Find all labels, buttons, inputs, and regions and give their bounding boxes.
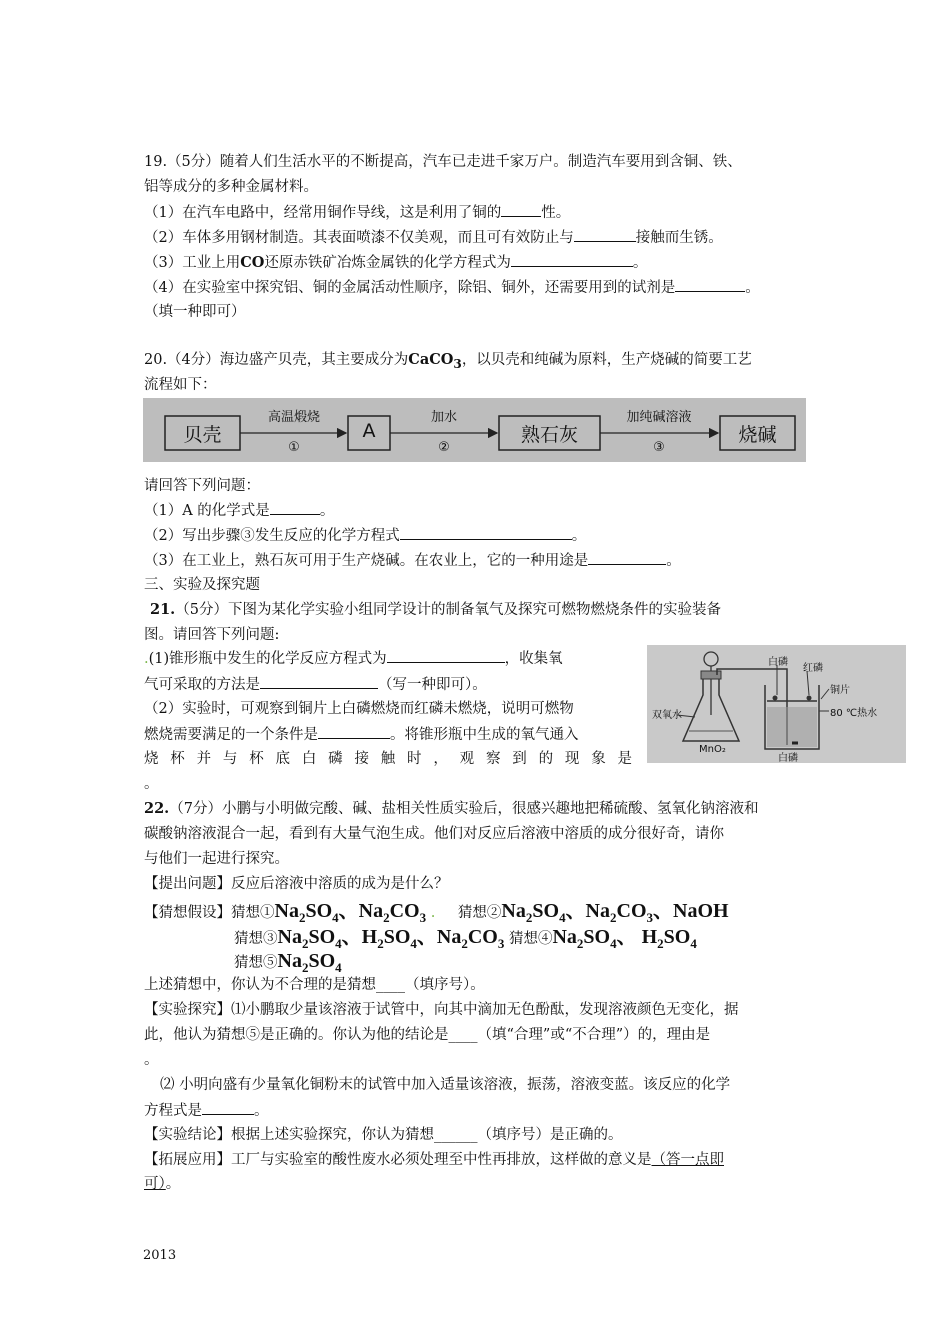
q22-line3: [144, 849, 289, 869]
q21-part2-text: （2）实验时，可观察到铜片上白磷燃烧而红磷未燃烧，说明可燃物: [144, 701, 574, 717]
q20-stem-1: 20.（4分）海边盛产贝壳，其主要成分为: [144, 352, 409, 368]
q22-explore2-cont: [144, 1100, 269, 1121]
label-hydrogen-peroxide: 双氧水: [652, 710, 682, 721]
q20-part1-text: （1）A 的化学式是: [144, 503, 270, 519]
q22-explore1-text-2: 此，他认为猜想⑤是正确的。你认为他的结论是____（填“合理”或“不合理”）的，理由是: [144, 1027, 711, 1043]
q19-part1: [144, 202, 570, 223]
flow-step3-number: ③: [653, 440, 665, 455]
flow-label-slaked-lime: 熟石灰: [520, 424, 578, 446]
answer-blank[interactable]: [501, 202, 541, 217]
label-white-phosphorus-bottom: 白磷: [778, 753, 798, 764]
flow-step2-number: ②: [438, 440, 450, 455]
q21-line1: [150, 600, 721, 620]
q20-stem-2: 流程如下：: [144, 377, 217, 393]
marker-dot: .: [426, 905, 440, 921]
q21-part2-text-4: 烧 杯 并 与 杯 底 白 磷 接 触 时 ， 观 察 到 的 现 象 是: [144, 751, 632, 767]
q22-line2: [144, 824, 724, 844]
q20-line2: [144, 375, 217, 395]
hypothesis-2-formula: $Na_2SO_4$、$Na_2CO_3$、NaOH: [501, 900, 729, 925]
q21-line2: [144, 625, 279, 645]
q22-explore1-end: [144, 1050, 159, 1070]
q21-part2-cont: [144, 724, 579, 745]
q20-line1: [144, 350, 752, 374]
q22-question-text: 【提出问题】反应后溶液中溶质的成为是什么？: [144, 876, 449, 892]
q22-number: 22.: [144, 800, 170, 817]
flow-step3-label: 加纯碱溶液: [626, 410, 692, 425]
q22-explore2: [160, 1075, 730, 1095]
label-manganese-dioxide: MnO₂: [699, 744, 726, 755]
q22-explore1: [144, 1000, 739, 1020]
answer-blank[interactable]: [270, 500, 320, 515]
answer-blank[interactable]: [588, 550, 666, 565]
answer-blank[interactable]: [260, 674, 378, 689]
q21-part2-text-3: 。将锥形瓶中生成的氧气通入: [390, 727, 579, 743]
flow-label-shell: 贝壳: [183, 424, 222, 446]
label-red-phosphorus: 红磷: [803, 663, 823, 674]
hypothesis-label-1: 【猜想假设】猜想①: [144, 905, 275, 921]
marker-dot: .: [144, 651, 149, 667]
q20-part3-text: （3）在工业上，熟石灰可用于生产烧碱。在农业上，它的一种用途是: [144, 553, 589, 569]
q19-stem-2: 铝等成分的多种金属材料。: [144, 179, 318, 195]
q19-part4-end: 。: [745, 280, 760, 296]
q21-number: 21.: [150, 601, 176, 618]
q20-part1: [144, 500, 334, 521]
answer-blank[interactable]: [511, 252, 633, 267]
q20-part2-text: （2）写出步骤③发生反应的化学方程式: [144, 528, 400, 544]
hypothesis-label-5: 猜想⑤: [234, 955, 278, 971]
section-three-title: 三、实验及探究题: [144, 577, 260, 593]
flow-step1-label: 高温煅烧: [267, 410, 320, 425]
flow-step1-number: ①: [288, 440, 300, 455]
q19-stem-1: 19.（5分）随着人们生活水平的不断提高，汽车已走进千家万户。制造汽车要用到含铜、铁、: [144, 154, 742, 170]
page-footer: 2013: [143, 1248, 177, 1263]
q19-part2: [144, 227, 723, 248]
q22-stem-3: 与他们一起进行探究。: [144, 851, 289, 867]
q19-part2-text: （2）车体多用钢材制造。其表面喷漆不仅美观，而且可有效防止与: [144, 230, 574, 246]
q22-unreasonable-text: 上述猜想中，你认为不合理的是猜想____（填序号）。: [144, 977, 485, 993]
q22-explore1-cont: [144, 1025, 710, 1045]
q22-conclusion: [144, 1125, 623, 1145]
hypothesis-label-3: 猜想③: [234, 931, 278, 947]
flow-step2-label: 加水: [430, 410, 457, 425]
q22-extension-text: 【拓展应用】工厂与实验室的酸性废水必须处理至中性再排放，这样做的意义是: [144, 1152, 652, 1168]
caco3-formula: CaCO$_3$: [408, 351, 462, 371]
q22-unreasonable: [144, 975, 485, 995]
q21-part1-cont: [144, 674, 487, 695]
q22-extension-underlined-2: 可）: [144, 1176, 166, 1192]
q20-ask: [144, 476, 260, 496]
apparatus-figure: [647, 645, 906, 763]
hypothesis-1-formula: $Na_2SO_4$、$Na_2CO_3$: [274, 900, 427, 925]
q22-extension-underlined: （答一点即: [651, 1152, 724, 1168]
answer-blank[interactable]: [202, 1100, 254, 1115]
process-flow-diagram: [143, 398, 806, 462]
q19-part3-text-2: 还原赤铁矿冶炼金属铁的化学方程式为: [264, 255, 511, 271]
q22-extension-end: 。: [165, 1176, 181, 1192]
answer-blank[interactable]: [675, 277, 745, 292]
q19-part2-end: 接触而生锈。: [635, 230, 723, 246]
answer-blank[interactable]: [574, 227, 636, 242]
q21-part1: [144, 648, 563, 669]
q20-ask-text: 请回答下列问题：: [144, 478, 260, 494]
q19-part3-text: （3）工业上用: [144, 255, 241, 271]
q20-part2-end: 。: [571, 528, 587, 544]
q22-explore2-text: ⑵ 小明向盛有少量氧化铜粉末的试管中加入适量该溶液，振荡，溶液变蓝。该反应的化学: [160, 1077, 731, 1093]
q21-part2-period: 。: [144, 776, 159, 792]
q22-stem-1: （7分）小鹏与小明做完酸、碱、盐相关性质实验后，很感兴趣地把稀硫酸、氢氧化钠溶液和: [169, 801, 759, 817]
label-hot-water: 80 ℃热水: [830, 708, 878, 719]
q19-part4: [144, 277, 760, 298]
q19-part1-text: （1）在汽车电路中，经常用铜作导线，这是利用了铜的: [144, 205, 502, 221]
hypothesis-4-formula: $Na_2SO_4$、 $H_2SO_4$: [552, 926, 697, 951]
q19-part4-note: [144, 302, 246, 322]
q19-part1-end: 性。: [541, 205, 571, 221]
hypothesis-3-formula: $Na_2SO_4$、$H_2SO_4$、$Na_2CO_3$: [277, 926, 505, 951]
q22-explore2-text-2: 方程式是: [144, 1103, 202, 1119]
hypothesis-5-formula: $Na_2SO_4$: [277, 950, 342, 975]
answer-blank[interactable]: [318, 724, 390, 739]
flow-label-a: A: [362, 420, 376, 442]
flow-label-caustic-soda: 烧碱: [738, 424, 777, 446]
co-formula: CO: [240, 254, 265, 271]
hypothesis-label-4: 猜想④: [508, 931, 553, 947]
q21-part1-text: (1)锥形瓶中发生的化学反应方程式为: [148, 651, 387, 667]
q22-explore2-end: 。: [254, 1103, 269, 1119]
q20-part2: [144, 525, 586, 546]
q19-part4-text: （4）在实验室中探究铝、铜的金属活动性顺序，除铝、铜外，还需要用到的试剂是: [144, 280, 676, 296]
q22-extension: [144, 1150, 724, 1170]
q21-part1-text-3: 气可采取的方法是: [144, 677, 260, 693]
q22-question: [144, 874, 449, 894]
section-three-heading: [144, 575, 260, 595]
q20-part1-end: 。: [319, 503, 335, 519]
q22-line1: [144, 799, 758, 819]
q21-part2-cont2: [144, 749, 632, 769]
q22-explore1-period: 。: [144, 1052, 159, 1068]
q21-stem-1: （5分）下图为某化学实验小组同学设计的制备氧气及探究可燃物燃烧条件的实验装备: [175, 602, 721, 618]
q20-part3-end: 。: [666, 553, 681, 569]
q19-line2: [144, 177, 318, 197]
q19-note: （填一种即可）: [144, 304, 246, 320]
q19-line1: [144, 152, 742, 172]
q20-part3: [144, 550, 681, 571]
q21-part1-text-2: ，收集氧: [504, 651, 563, 667]
q21-stem-2: 图。请回答下列问题:: [144, 627, 280, 643]
answer-blank[interactable]: [387, 648, 505, 663]
q20-stem-1b: ，以贝壳和纯碱为原料，生产烧碱的简要工艺: [461, 352, 752, 368]
answer-blank[interactable]: [400, 525, 572, 540]
q22-conclusion-text: 【实验结论】根据上述实验探究，你认为猜想______（填序号）是正确的。: [144, 1127, 623, 1143]
q19-part3-end: 。: [632, 255, 648, 271]
label-white-phosphorus-top: 白磷: [768, 657, 788, 668]
q21-part2: [144, 699, 574, 719]
q19-part3: [144, 252, 647, 273]
q21-part2-text-2: 燃烧需要满足的一个条件是: [144, 727, 318, 743]
q22-extension-cont: [144, 1174, 180, 1194]
hypothesis-label-2: 猜想②: [457, 905, 502, 921]
label-copper-sheet: 铜片: [830, 685, 850, 696]
q21-part1-end: （写一种即可）。: [378, 677, 487, 693]
q21-part2-end: [144, 774, 159, 794]
q22-explore1-text: 【实验探究】⑴小鹏取少量该溶液于试管中，向其中滴加无色酚酞，发现溶液颜色无变化，据: [144, 1002, 739, 1018]
q22-stem-2: 碳酸钠溶液混合一起，看到有大量气泡生成。他们对反应后溶液中溶质的成分很好奇，请你: [144, 826, 724, 842]
